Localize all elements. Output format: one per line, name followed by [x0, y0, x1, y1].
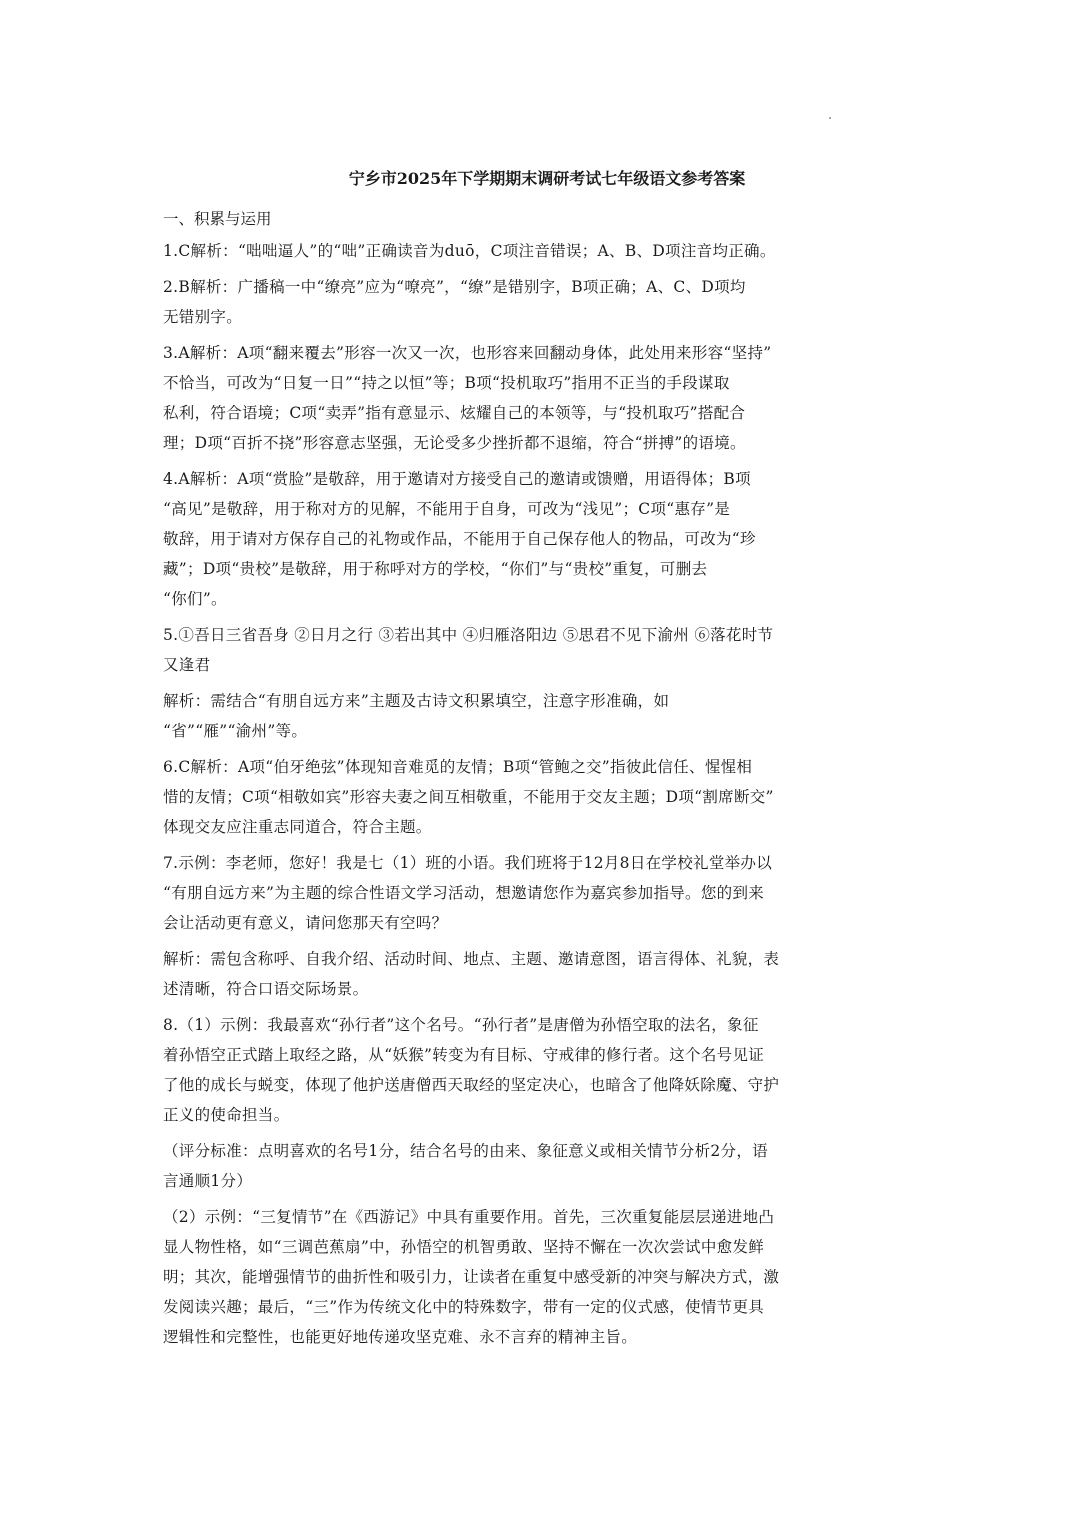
answer-paragraph	[163, 236, 923, 266]
answer-line: 7.示例：李老师，您好！我是七（1）班的小语。我们班将于12月8日在学校礼堂举办以	[163, 854, 773, 872]
answer-line: 理；D项“百折不挠”形容意志坚强，无论受多少挫折都不退缩，符合“拼搏”的语境。	[163, 434, 746, 452]
answer-line: “有朋自远方来”为主题的综合性语文学习活动，想邀请您作为嘉宾参加指导。您的到来	[163, 884, 765, 902]
scan-speck	[829, 117, 831, 119]
answer-line: 明；其次，能增强情节的曲折性和吸引力，让读者在重复中感受新的冲突与解决方式，激	[163, 1268, 780, 1286]
answer-paragraph	[163, 1010, 923, 1130]
answer-line: 1.C解析：“咄咄逼人”的“咄”正确读音为duō，C项注音错误；A、B、D项注音均正确。	[163, 242, 776, 260]
answer-paragraph	[163, 686, 923, 746]
answer-line: 逻辑性和完整性，也能更好地传递攻坚克难、永不言弃的精神主旨。	[163, 1328, 638, 1346]
answer-line: 5.①吾日三省吾身 ②日月之行 ③若出其中 ④归雁洛阳边 ⑤思君不见下渝州 ⑥落花时节	[163, 626, 774, 644]
answer-line: 言通顺1分）	[163, 1172, 253, 1190]
answer-paragraph	[163, 620, 923, 680]
answer-paragraph	[163, 464, 923, 614]
page-title: 宁乡市2025年下学期期末调研考试七年级语文参考答案	[348, 169, 746, 188]
answer-paragraph	[163, 338, 923, 458]
answer-line: 藏”；D项“贵校”是敬辞，用于称呼对方的学校，“你们”与“贵校”重复，可删去	[163, 560, 708, 578]
answer-paragraph	[163, 752, 923, 842]
answer-line: 4.A解析：A项“赏脸”是敬辞，用于邀请对方接受自己的邀请或馈赠，用语得体；B项	[163, 470, 751, 488]
answer-line: 解析：需结合“有朋自远方来”主题及古诗文积累填空，注意字形准确，如	[163, 692, 670, 710]
answer-paragraph	[163, 944, 923, 1004]
answer-paragraph	[163, 1136, 923, 1196]
answer-line: 解析：需包含称呼、自我介绍、活动时间、地点、主题、邀请意图，语言得体、礼貌，表	[163, 950, 780, 968]
answer-line: 私利，符合语境；C项“卖弄”指有意显示、炫耀自己的本领等，与“投机取巧”搭配合	[163, 404, 746, 422]
answer-line: “高见”是敬辞，用于称对方的见解，不能用于自身，可改为“浅见”；C项“惠存”是	[163, 500, 731, 518]
answer-line: （评分标准：点明喜欢的名号1分，结合名号的由来、象征意义或相关情节分析2分，语	[163, 1142, 768, 1160]
answer-line: 着孙悟空正式踏上取经之路，从“妖猴”转变为有目标、守戒律的修行者。这个名号见证	[163, 1046, 765, 1064]
answer-line: 8.（1）示例：我最喜欢“孙行者”这个名号。“孙行者”是唐僧为孙悟空取的法名，象征	[163, 1016, 759, 1034]
answer-line: 了他的成长与蜕变，体现了他护送唐僧西天取经的坚定决心，也暗含了他降妖除魔、守护	[163, 1076, 780, 1094]
answer-line: “省”“雁”“渝州”等。	[163, 722, 308, 740]
answer-line: 会让活动更有意义，请问您那天有空吗？	[163, 914, 448, 932]
answer-line: 3.A解析：A项“翻来覆去”形容一次又一次，也形容来回翻动身体，此处用来形容“坚持”	[163, 344, 772, 362]
answer-line: 体现交友应注重志同道合，符合主题。	[163, 818, 432, 836]
answer-paragraph	[163, 848, 923, 938]
answer-line: （2）示例：“三复情节”在《西游记》中具有重要作用。首先，三次重复能层层递进地凸	[163, 1208, 775, 1226]
document-page	[163, 168, 923, 1358]
answer-line: 又逢君	[163, 656, 211, 674]
answer-line: 敬辞，用于请对方保存自己的礼物或作品，不能用于自己保存他人的物品，可改为“珍	[163, 530, 756, 548]
answer-line: “你们”。	[163, 590, 227, 608]
answer-line: 惜的友情；C项“相敬如宾”形容夫妻之间互相敬重，不能用于交友主题；D项“割席断交”	[163, 788, 774, 806]
answer-line: 2.B解析：广播稿一中“缭亮”应为“嘹亮”，“缭”是错别字，B项正确；A、C、D项均	[163, 278, 746, 296]
answer-paragraph	[163, 1202, 923, 1352]
section-heading: 一、积累与运用	[163, 210, 272, 228]
answer-line: 正义的使命担当。	[163, 1106, 290, 1124]
answer-line: 6.C解析：A项“伯牙绝弦”体现知音难觅的友情；B项“管鲍之交”指彼此信任、惺惺相	[163, 758, 753, 776]
answer-list	[163, 236, 923, 1352]
answer-paragraph	[163, 272, 923, 332]
answer-line: 发阅读兴趣；最后，“三”作为传统文化中的特殊数字，带有一定的仪式感，使情节更具	[163, 1298, 765, 1316]
answer-line: 述清晰，符合口语交际场景。	[163, 980, 369, 998]
answer-line: 显人物性格，如“三调芭蕉扇”中，孙悟空的机智勇敢、坚持不懈在一次次尝试中愈发鲜	[163, 1238, 765, 1256]
answer-line: 不恰当，可改为“日复一日”“持之以恒”等；B项“投机取巧”指用不正当的手段谋取	[163, 374, 730, 392]
answer-line: 无错别字。	[163, 308, 243, 326]
